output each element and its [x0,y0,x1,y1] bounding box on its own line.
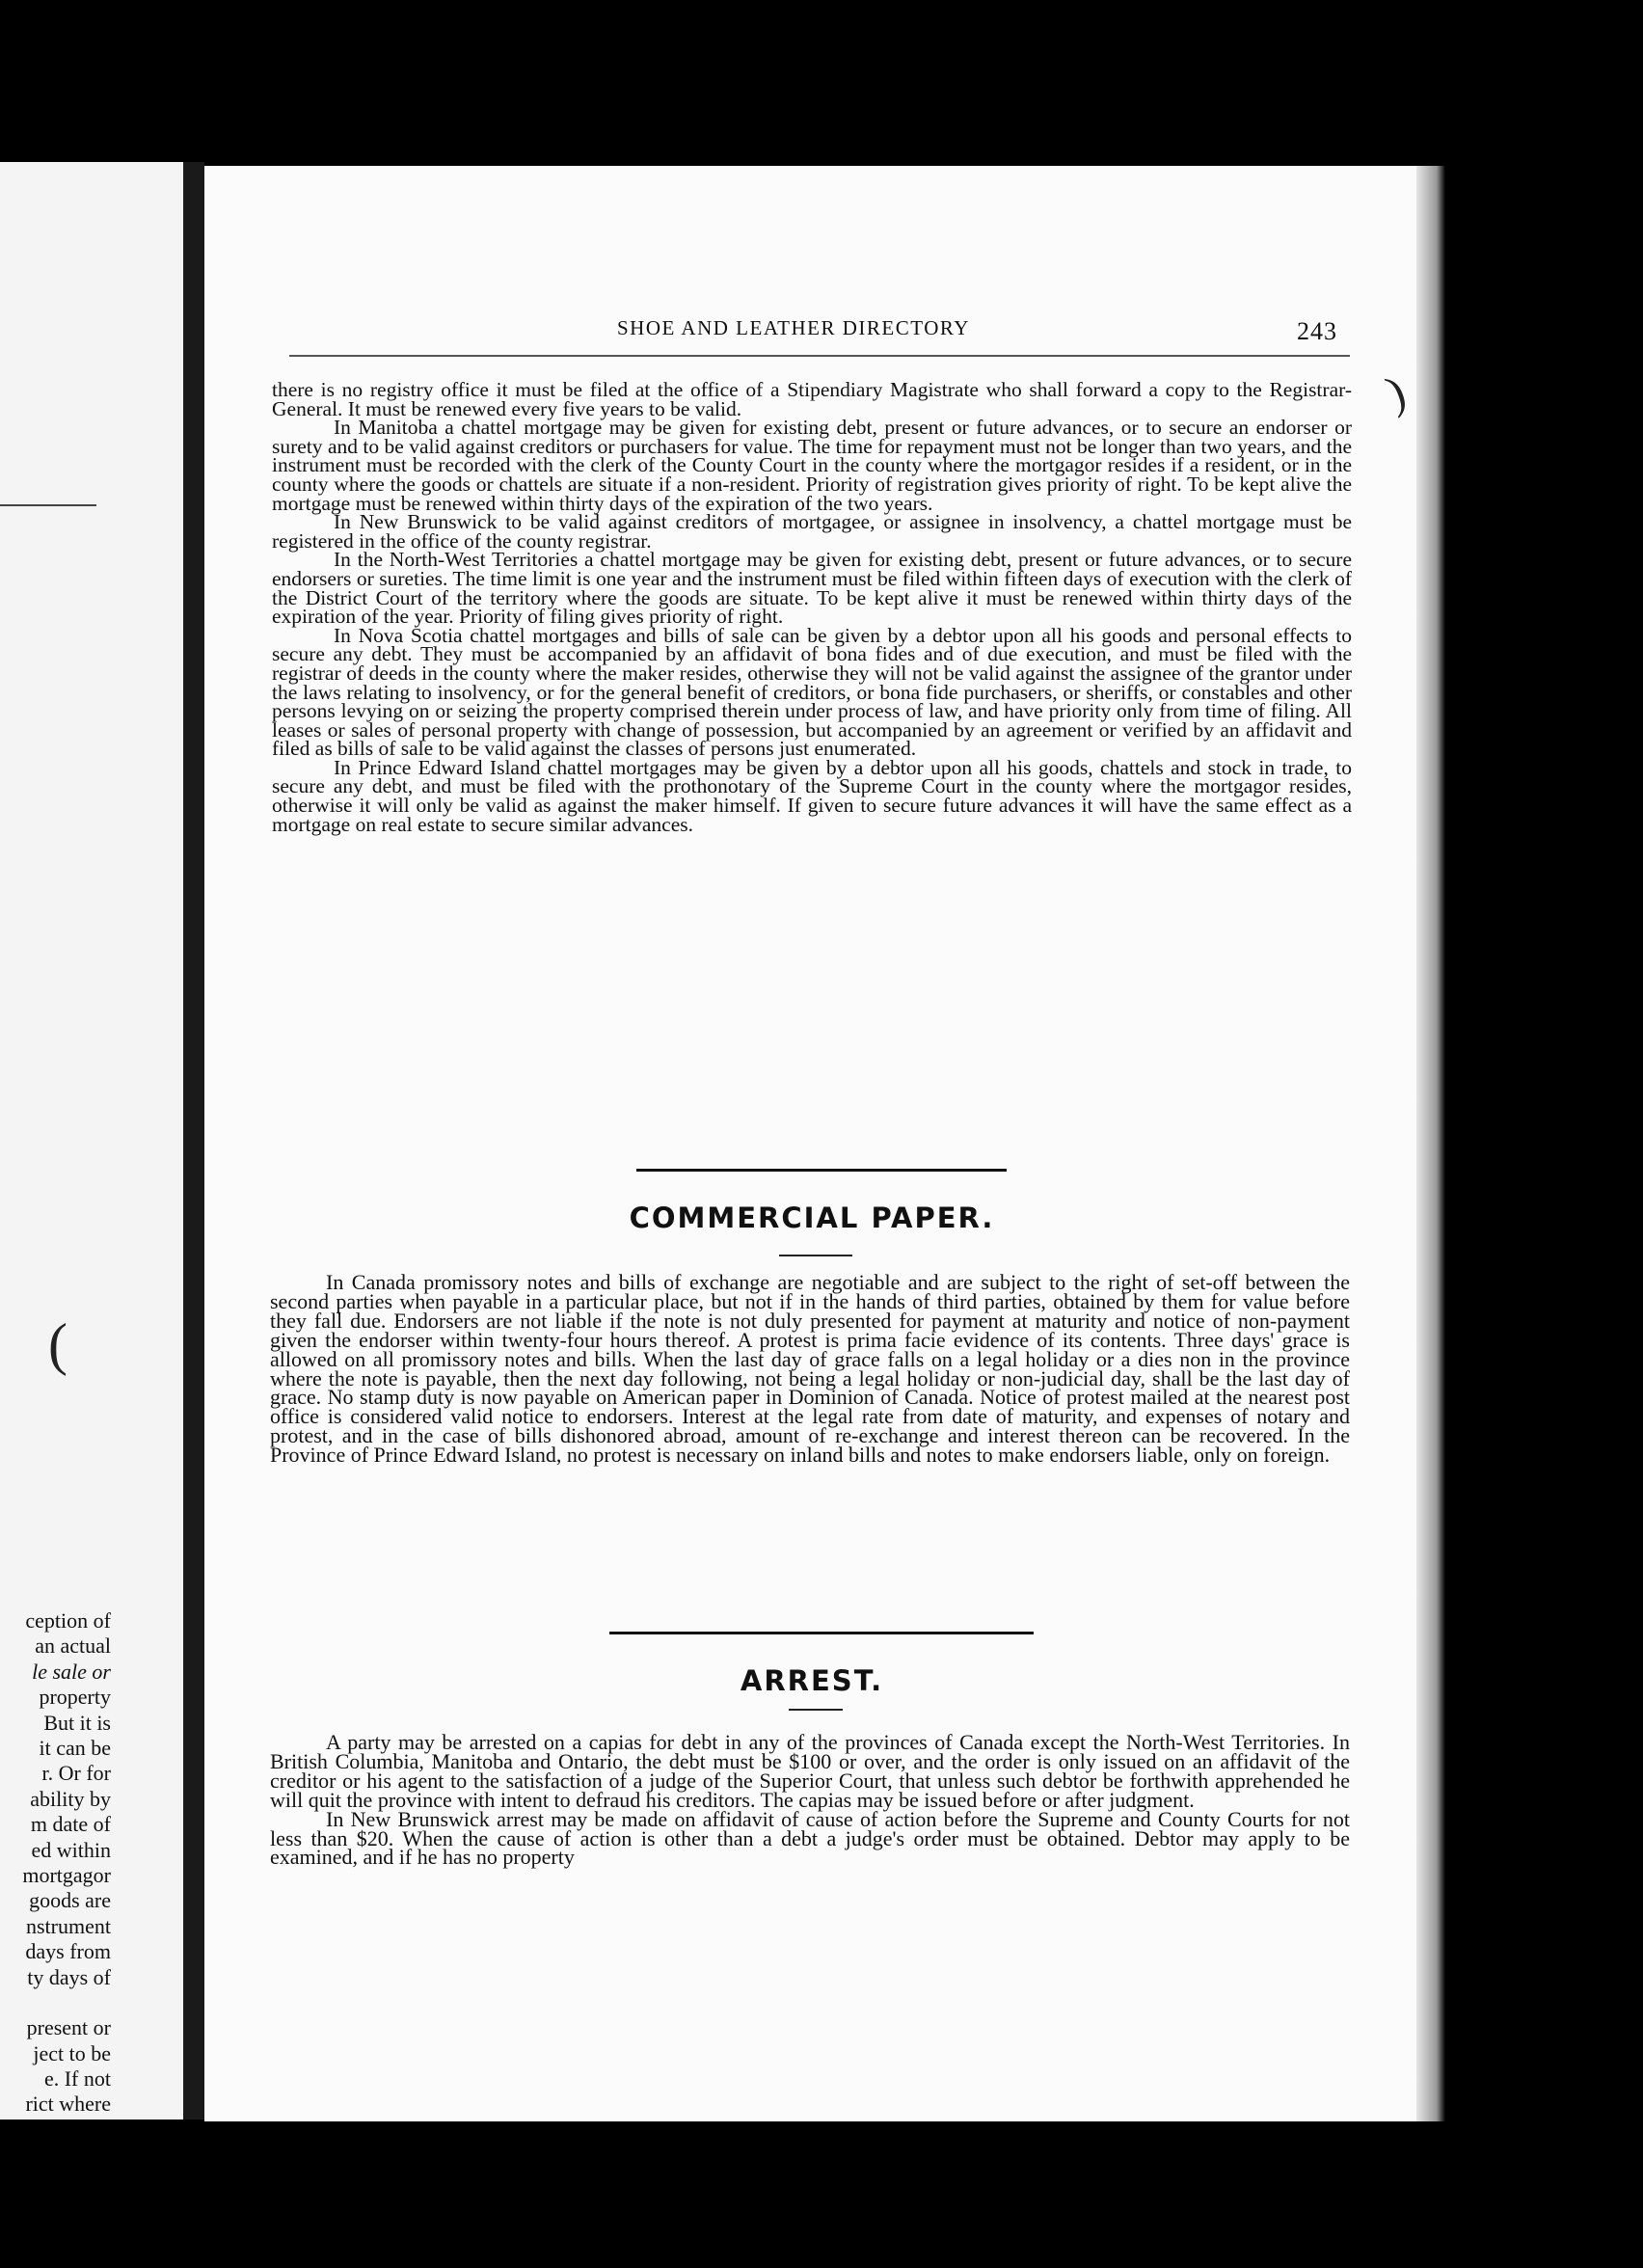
body-paragraph-north-west-territories: In the North-West Territories a chattel mortgage may be given for existing debt, present or future advances, or to secure endorsers or sureties. The time limit is one year and the instrument must be filed within fifteen days of execution with the clerk of the District Court of the territory where the goods are situate. To be kept alive it must be renewed within thirty days of the expiration of the year. Priority of filing gives priority of right. [272,548,1352,629]
previous-page-gap [0,1990,111,2015]
arrest-paragraph: A party may be arrested on a capias for debt in any of the provinces of Canada except the North-West Territories. In British Columbia, Manitoba and Ontario, the debt must be $100 or over, and the order is only issued on an affidavit of the creditor or his agent to the satisfaction of a judge of the Superior Court, that unless such debtor be forthwith apprehended he will quit the province with intent to defraud his creditors. The capias may be issued before or after judgment. [270,1730,1350,1812]
previous-page-line: le sale or [32,1659,111,1684]
commercial-paper-section [270,1270,1350,1468]
running-title: SHOE AND LEATHER DIRECTORY [617,316,970,339]
body-paragraph: there is no registry office it must be filed at the office of a Stipendiary Magistrate who shall forward a copy to the Registrar-General. It must be renewed every five years to be valid. [272,378,1352,420]
previous-page-line: mortgagor [22,1863,111,1888]
previous-page-rule [0,504,96,506]
previous-page-line: ception of [25,1608,111,1633]
previous-page-line: ty days of [27,1964,111,1989]
body-paragraph-prince-edward-island: In Prince Edward Island chattel mortgages may be given by a debtor upon all his goods, chattels and stock in trade, to secure any debt, and must be filed with the prothonotary of the Supreme Court in the county where the mortgagor resides, otherwise it will only be valid as against the maker himself. If given to secure future advances it will have the same effect as a mortgage on real estate to secure similar advances. [272,755,1352,836]
arrest-paragraph-new-brunswick: In New Brunswick arrest may be made on affidavit of cause of action before the Supreme and County Courts for not less than $20. When the cause of action is other than a debt a judge's order must be obtained. Debtor may apply to be examined, and if he has no property [270,1806,1350,1870]
previous-page-line: ability by [30,1786,111,1811]
running-header [289,309,1350,347]
previous-page-line: present or [26,2015,111,2040]
page-number: 243 [1297,317,1337,345]
margin-bracket-mark: ) [1380,365,1413,420]
previous-page-line: But it is [43,1710,111,1735]
commercial-paper-heading: COMMERCIAL PAPER. [629,1202,995,1234]
previous-page-line: goods are [29,1888,111,1913]
previous-page-line: e. If not [43,2066,111,2091]
arrest-heading: ARREST. [740,1664,884,1697]
body-paragraph-manitoba: In Manitoba a chattel mortgage may be given for existing debt, present or future advances, or to secure an endorser or surety and to be valid against creditors or purchasers for value. The time for repayment must not be longer than two years, and the instrument must be recorded with the clerk of the County Court in the county where the mortgagor resides if a resident, or in the county where the goods or chattels are situate if a non-resident. Priority of registration gives priority of right. To be kept alive the mortgage must be renewed within thirty days of the expiration of the two years. [272,416,1352,515]
arrest-section [270,1730,1350,1870]
heading-underline [779,1255,852,1256]
previous-page-line: it can be [39,1736,111,1761]
previous-page [0,162,183,2120]
previous-page-line: ed within [31,1837,111,1862]
section-divider-rule [609,1632,1034,1634]
previous-page-line: an actual [35,1634,111,1659]
previous-page-line: r. Or for [41,1761,111,1786]
previous-page-line: rict where [25,2092,111,2117]
previous-page-line: m date of [30,1812,111,1837]
body-paragraph-nova-scotia: In Nova Scotia chattel mortgages and bills of sale can be given by a debtor upon all his goods and personal effects to secure any debt. They must be accompanied by an affidavit of bona fides and of due execution, and must be filed with the registrar of deeds in the county where the maker resides, otherwise they will not be valid against the assignee of the grantor under the laws relating to insolvency, or for the general benefit of creditors, or bona fide purchasers, or sheriffs, or constables and other persons levying on or seizing the property comprised therein under process of law, and have priority only from time of filing. All leases or sales of personal property with change of possession, but accompanied by an agreement or verified by an affidavit and filed as bills of sale to be valid against the classes of persons just enumerated. [272,623,1352,761]
heading-underline [789,1709,843,1711]
previous-page-line: days from [25,1939,111,1964]
page-edge-shadow [1416,166,1445,2121]
commercial-paper-paragraph: In Canada promissory notes and bills of exchange are negotiable and are subject to the right of set-off between the second parties when payable in a particular place, but not if in the hands of third parties, obtained by them for value before they fall due. Endorsers are not liable if the note is not duly presented for payment at maturity and notice of non-payment given the endorser within twenty-four hours thereof. A protest is prima facie evidence of its contents. Three days' grace is allowed on all promissory notes and bills. When the last day of grace falls on a legal holiday or a dies non in the province where the note is payable, then the next day following, not being a legal holiday or non-judicial day, shall be the last day of grace. No stamp duty is now payable on American paper in Dominion of Canada. Notice of protest mailed at the nearest post office is considered valid notice to endorsers. Interest at the legal rate from date of maturity, and expenses of notary and protest, and in the case of bills dishonored abroad, amount of re-exchange and interest thereon can be recovered. In the Province of Prince Edward Island, no protest is necessary on inland bills and notes to make endorsers liable, only on foreign. [270,1270,1350,1468]
header-rule [289,355,1350,357]
margin-pencil-mark: ( [48,1312,67,1376]
body-paragraph-new-brunswick: In New Brunswick to be valid against creditors of mortgagee, or assignee in insolvency, a chattel mortgage must be registered in the office of the county registrar. [272,510,1352,553]
binding-gutter [183,162,204,2120]
previous-page-line: ject to be [33,2040,111,2066]
section-divider-rule [636,1169,1007,1172]
previous-page-line: nstrument [26,1913,111,1938]
previous-page-line: property [39,1685,111,1710]
previous-page-text [0,1608,111,2118]
chattel-mortgage-section [272,378,1352,836]
